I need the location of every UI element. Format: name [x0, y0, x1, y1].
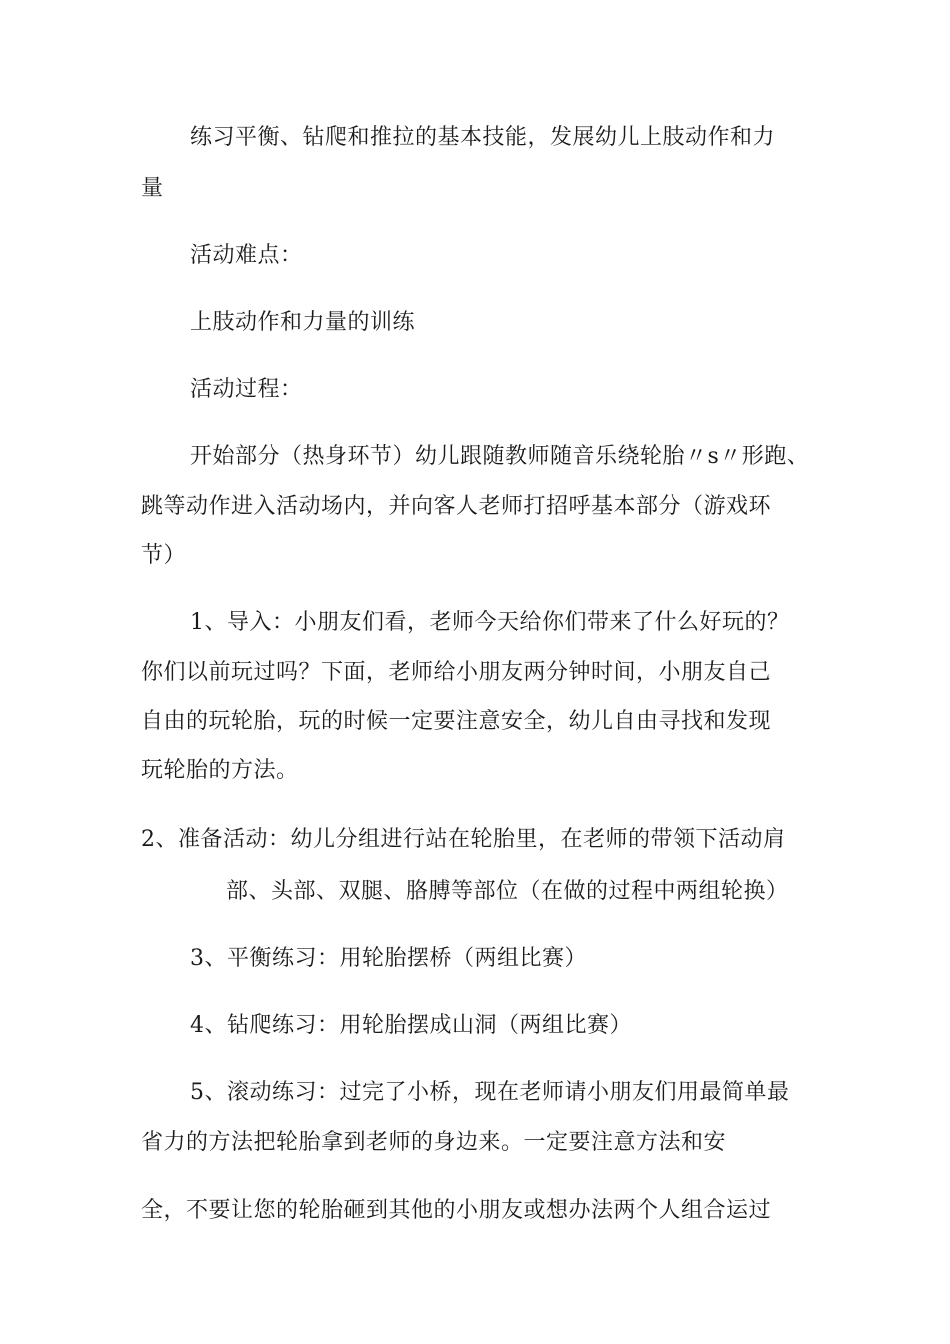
paragraph-intro-line-1: 1、导入：小朋友们看，老师今天给你们带来了什么好玩的？	[190, 610, 790, 635]
paragraph-crawl: 4、钻爬练习：用轮胎摆成山洞（两组比赛）	[190, 1013, 632, 1038]
paragraph-roll-line-3: 全，不要让您的轮胎砸到其他的小朋友或想办法两个人组合运过	[141, 1198, 772, 1223]
paragraph-warmup-line-1: 开始部分（热身环节）幼儿跟随教师随音乐绕轮胎〃s〃形跑、	[190, 444, 810, 469]
paragraph-intro-line-4: 玩轮胎的方法。	[141, 758, 299, 783]
paragraph-warmup-line-3: 节）	[141, 543, 187, 568]
paragraph-goal-line-2: 量	[141, 176, 164, 201]
paragraph-difficulty: 上肢动作和力量的训练	[190, 310, 416, 335]
paragraph-warmup-line-2: 跳等动作进入活动场内，并向客人老师打招呼基本部分（游戏环	[141, 494, 772, 519]
paragraph-roll-line-1: 5、滚动练习：过完了小桥，现在老师请小朋友们用最简单最	[190, 1080, 790, 1105]
heading-difficulty: 活动难点：	[190, 243, 303, 268]
paragraph-intro-line-3: 自由的玩轮胎，玩的时候一定要注意安全，幼儿自由寻找和发现	[141, 709, 772, 734]
paragraph-balance: 3、平衡练习：用轮胎摆桥（两组比赛）	[190, 946, 587, 971]
heading-process: 活动过程：	[190, 377, 303, 402]
paragraph-goal-line-1: 练习平衡、钻爬和推拉的基本技能，发展幼儿上肢动作和力	[190, 125, 776, 150]
paragraph-prepare-line-2: 部、头部、双腿、胳膊等部位（在做的过程中两组轮换）	[226, 879, 789, 904]
paragraph-intro-line-2: 你们以前玩过吗？下面，老师给小朋友两分钟时间，小朋友自己	[141, 660, 772, 685]
paragraph-prepare-line-1: 2、准备活动：幼儿分组进行站在轮胎里，在老师的带领下活动肩	[141, 827, 786, 852]
paragraph-roll-line-2: 省力的方法把轮胎拿到老师的身边来。一定要注意方法和安	[141, 1130, 727, 1155]
